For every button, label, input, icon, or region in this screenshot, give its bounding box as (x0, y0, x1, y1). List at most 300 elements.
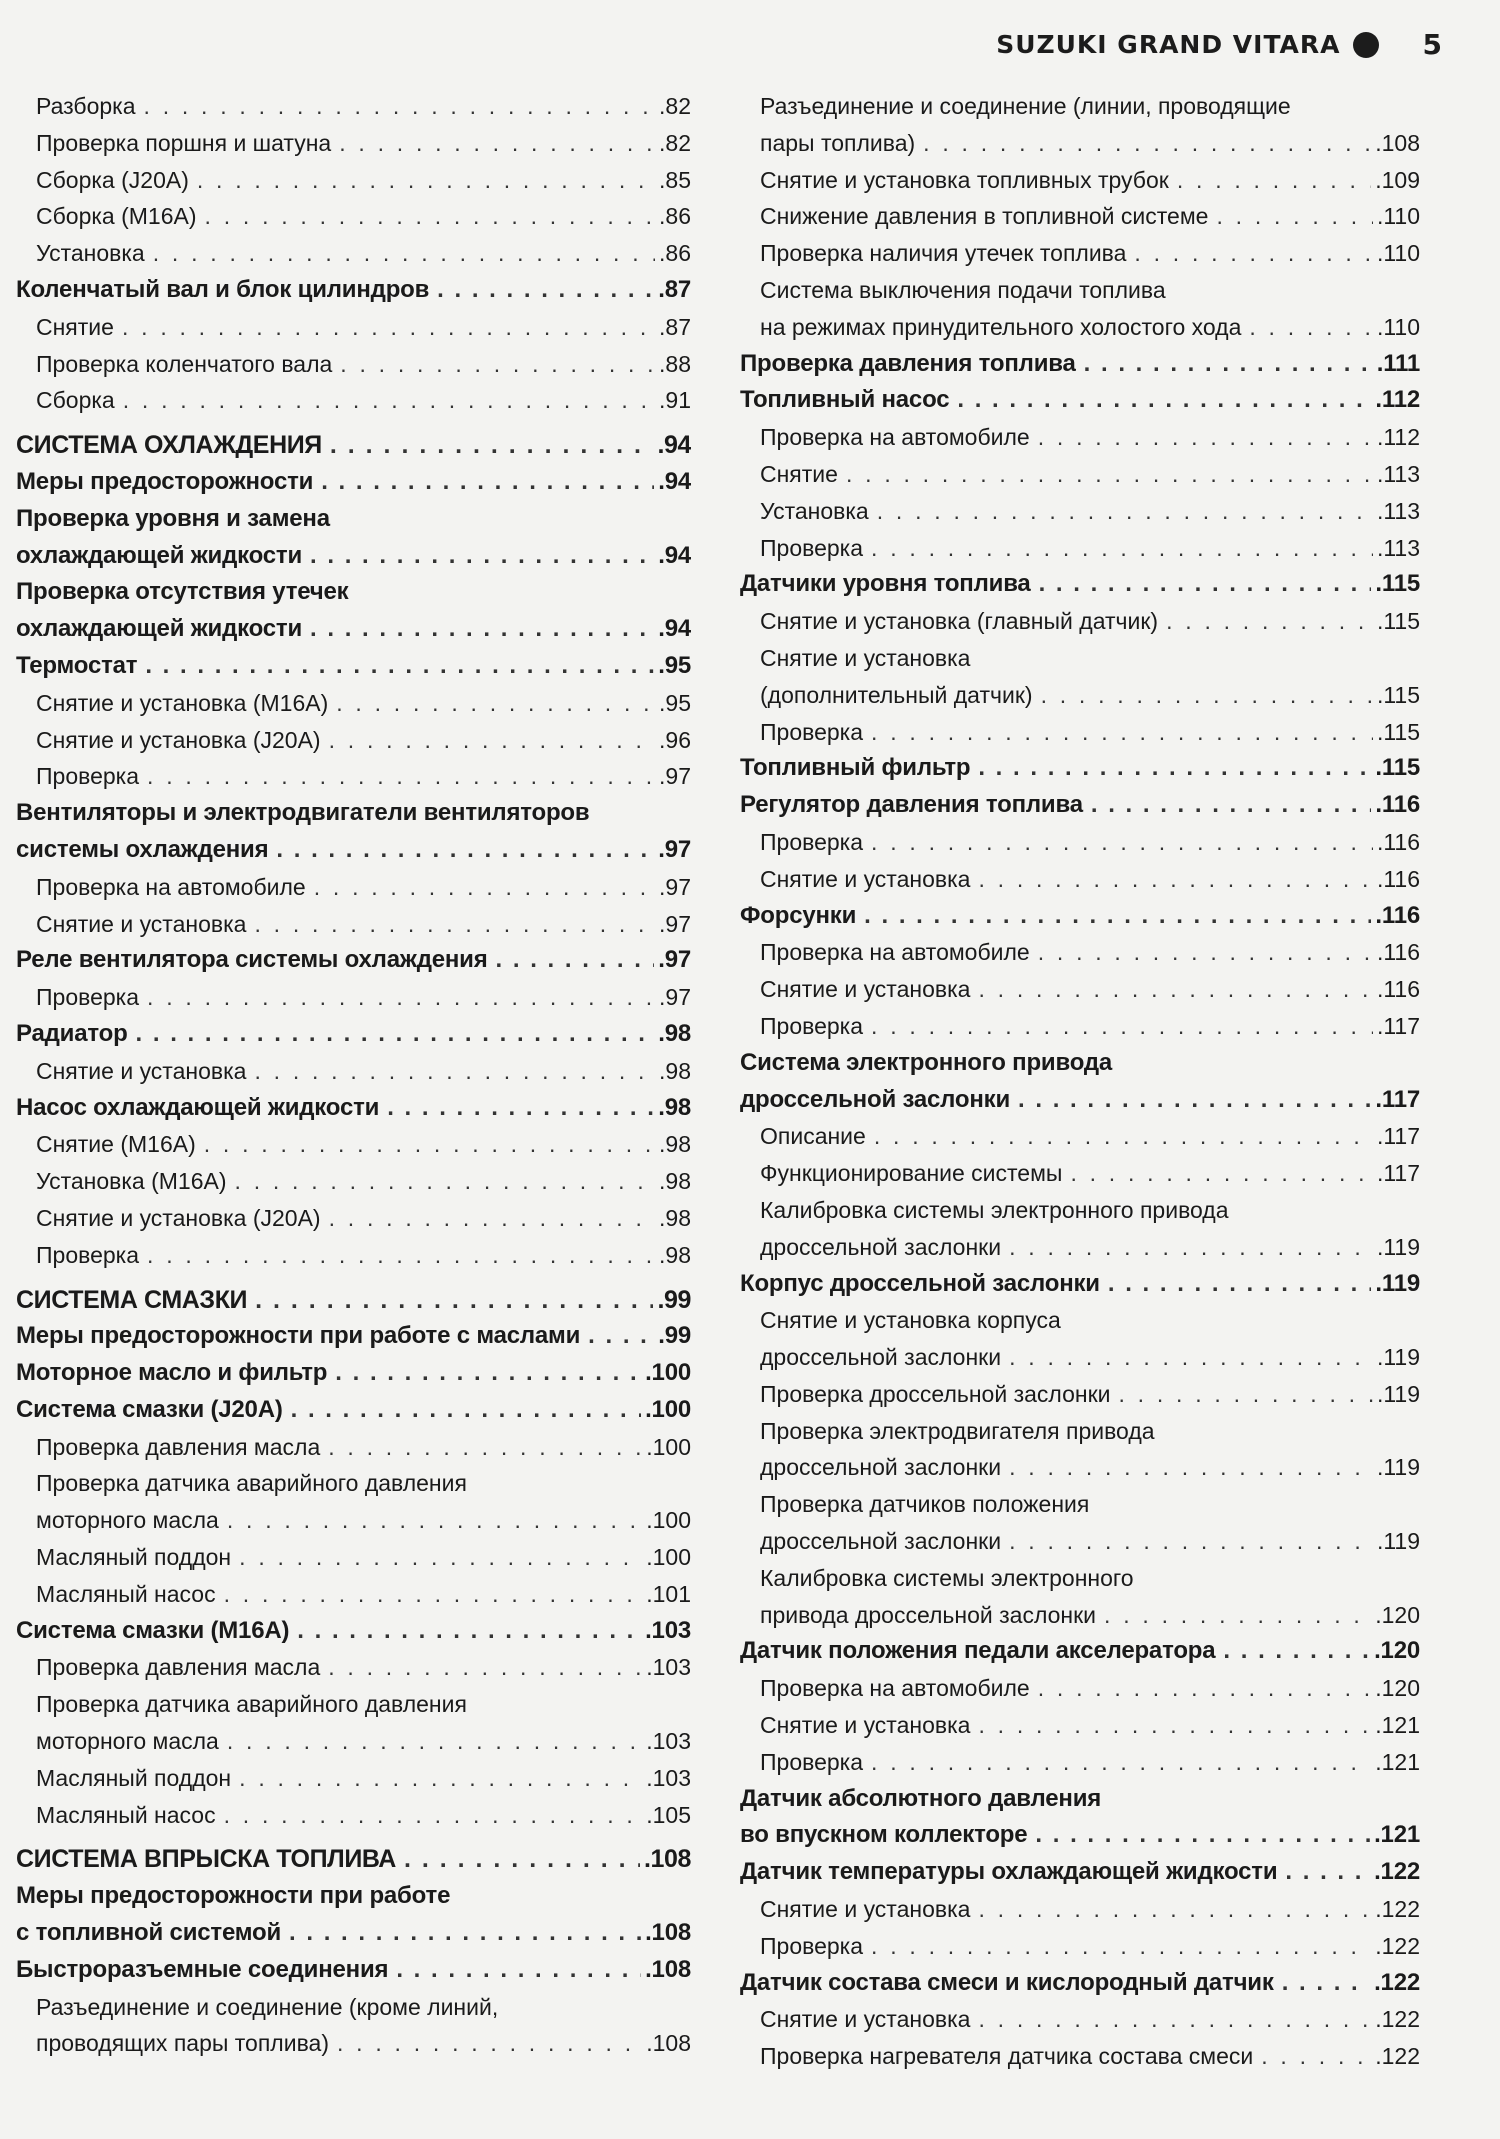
toc-entry (16, 758, 691, 795)
toc-entry-title: охлаждающей жидкости (16, 615, 303, 643)
dot-leader (1166, 603, 1373, 640)
toc-entry-page: .98 (659, 1057, 691, 1084)
toc-entry-page: .119 (1375, 1269, 1420, 1297)
toc-entry (740, 1670, 1420, 1707)
toc-entry-title: Насос охлаждающей жидкости (16, 1093, 380, 1121)
toc-entry-page: .120 (1375, 1675, 1420, 1702)
toc-entry (16, 832, 691, 869)
toc-entry (740, 971, 1420, 1008)
toc-entry-title: СИСТЕМА ВПРЫСКА ТОПЛИВА (16, 1845, 396, 1874)
dot-leader (1104, 1597, 1371, 1634)
dot-leader (871, 1744, 1371, 1781)
toc-entry-title: Датчик положения педали акселератора (740, 1637, 1216, 1665)
toc-entry (740, 272, 1420, 309)
toc-entry-title: Установка (760, 497, 869, 524)
toc-entry (740, 1854, 1420, 1891)
toc-entry-page: .95 (658, 651, 691, 679)
toc-entry-page: .103 (646, 1654, 691, 1681)
toc-entry (16, 235, 691, 272)
toc-entry (16, 1878, 691, 1915)
toc-entry (16, 942, 691, 979)
toc-entry (740, 824, 1420, 861)
toc-entry-title: Проверка (760, 1012, 864, 1039)
dot-leader (1223, 1633, 1370, 1670)
toc-entry (16, 1576, 691, 1613)
toc-entry-page: .110 (1376, 203, 1420, 230)
toc-entry-title: Проверка давления масла (36, 1433, 321, 1460)
toc-entry-page: .122 (1375, 2043, 1420, 2070)
toc-entry-page: .108 (1375, 129, 1420, 156)
toc-entry-page: .116 (1376, 976, 1420, 1003)
toc-entry-title: Масляный поддон (36, 1764, 232, 1791)
toc-entry (740, 1266, 1420, 1303)
toc-entry-page: .96 (659, 726, 691, 753)
dot-leader (1038, 934, 1373, 971)
toc-entry (16, 198, 691, 235)
toc-entry (16, 685, 691, 722)
toc-entry-page: .110 (1376, 240, 1420, 267)
toc-entry-page: .116 (1376, 865, 1420, 892)
toc-left-column (16, 88, 691, 2062)
dot-leader (1119, 1376, 1373, 1413)
toc-entry (16, 979, 691, 1016)
dot-leader (330, 427, 654, 464)
toc-entry-title: Проверка поршня и шатуна (36, 129, 332, 156)
dot-leader (978, 971, 1372, 1008)
toc-entry-page: .117 (1376, 1160, 1420, 1187)
dot-leader (874, 1118, 1373, 1155)
toc-entry-title: охлаждающей жидкости (16, 541, 303, 569)
toc-entry-title: Меры предосторожности при работе с маслами (16, 1322, 581, 1350)
toc-entry (740, 2038, 1420, 2075)
toc-entry-page: .115 (1375, 570, 1420, 598)
toc-entry-page: .95 (659, 689, 691, 716)
toc-entry-title: Снятие (36, 313, 114, 340)
dot-leader (877, 493, 1373, 530)
toc-entry-page: .94 (658, 541, 691, 569)
toc-entry-title: (дополнительный датчик) (760, 681, 1033, 708)
toc-entry-page: .87 (658, 275, 691, 303)
toc-entry (16, 125, 691, 162)
dot-leader (846, 456, 1373, 493)
toc-entry-title: Калибровка системы электронного привода (760, 1196, 1229, 1223)
toc-entry (16, 1502, 691, 1539)
toc-entry (740, 787, 1420, 824)
toc-entry-page: .119 (1376, 1344, 1420, 1371)
toc-entry (16, 795, 691, 832)
toc-entry-title: Проверка нагревателя датчика состава смеси (760, 2043, 1254, 2070)
toc-entry-page: .120 (1374, 1637, 1420, 1665)
toc-entry (740, 1045, 1420, 1082)
toc-entry (740, 162, 1420, 199)
toc-entry-title: Проверка (760, 1932, 864, 1959)
toc-entry (16, 1090, 691, 1127)
toc-entry-page: .98 (659, 1131, 691, 1158)
toc-entry-title: Проверка давления масла (36, 1654, 321, 1681)
toc-entry-page: .94 (658, 615, 691, 643)
toc-entry-title: Масляный насос (36, 1801, 216, 1828)
toc-entry-page: .108 (643, 1845, 691, 1874)
dot-leader (339, 125, 655, 162)
toc-entry (16, 309, 691, 346)
dot-leader (227, 1723, 642, 1760)
toc-entry-title: Вентиляторы и электродвигатели вентиляторов (16, 799, 590, 827)
toc-entry-page: .97 (658, 835, 691, 863)
toc-entry-title: Проверка на автомобиле (760, 424, 1030, 451)
dot-leader (224, 1797, 643, 1834)
dot-leader (978, 2001, 1371, 2038)
toc-entry (16, 869, 691, 906)
toc-entry-page: .91 (659, 387, 691, 414)
toc-entry (740, 88, 1420, 125)
toc-entry (740, 1928, 1420, 1965)
toc-entry-title: Проверка (760, 1748, 864, 1775)
dot-leader (310, 538, 654, 575)
dot-leader (224, 1576, 643, 1613)
toc-entry-page: .87 (659, 313, 691, 340)
toc-entry-title: привода дроссельной заслонки (760, 1601, 1097, 1628)
dot-leader (871, 714, 1373, 751)
dot-leader (329, 722, 655, 759)
toc-entry-page: .108 (645, 1919, 691, 1947)
toc-entry (740, 2001, 1420, 2038)
toc-entry-page: .97 (659, 763, 691, 790)
toc-entry (740, 603, 1420, 640)
toc-entry-page: .109 (1375, 166, 1420, 193)
toc-entry-page: .100 (646, 1544, 691, 1571)
toc-entry-title: Система смазки (J20A) (16, 1395, 283, 1423)
dot-leader (1009, 1229, 1373, 1266)
dot-leader (276, 832, 654, 869)
toc-entry (740, 1302, 1420, 1339)
toc-entry-title: дроссельной заслонки (760, 1528, 1002, 1555)
toc-entry-title: Термостат (16, 651, 138, 679)
toc-entry-title: Проверка на автомобиле (760, 939, 1030, 966)
toc-entry (16, 1237, 691, 1274)
toc-entry-title: Масляный насос (36, 1580, 216, 1607)
toc-entry-title: Снятие и установка (760, 1712, 971, 1739)
toc-entry-title: Моторное масло и фильтр (16, 1359, 328, 1387)
toc-entry-title: Калибровка системы электронного (760, 1564, 1134, 1591)
toc-entry (16, 1723, 691, 1760)
dot-leader (291, 1392, 641, 1429)
toc-entry-title: Датчик абсолютного давления (740, 1784, 1102, 1812)
toc-entry (16, 1200, 691, 1237)
toc-entry (16, 1429, 691, 1466)
toc-entry (16, 464, 691, 501)
toc-right-column (740, 88, 1420, 2075)
toc-entry (16, 1355, 691, 1392)
toc-entry-title: Проверка электродвигателя привода (760, 1417, 1155, 1444)
toc-entry-title: Снятие и установка (J20A) (36, 726, 321, 753)
toc-entry-page: .97 (659, 984, 691, 1011)
toc-entry-page: .119 (1376, 1454, 1420, 1481)
toc-entry-title: Проверка дроссельной заслонки (760, 1380, 1111, 1407)
toc-entry-title: Быстроразъемные соединения (16, 1955, 389, 1983)
dot-leader (335, 1355, 641, 1392)
toc-entry-page: .108 (646, 2030, 691, 2057)
dot-leader (1282, 1965, 1370, 2002)
toc-entry-page: .116 (1375, 901, 1420, 929)
dot-leader (923, 125, 1371, 162)
toc-entry (16, 382, 691, 419)
toc-entry-title: Снятие и установка топливных трубок (760, 166, 1169, 193)
toc-entry-page: .121 (1374, 1821, 1420, 1849)
toc-entry-page: .122 (1374, 1858, 1420, 1886)
toc-entry-page: .99 (658, 1322, 691, 1350)
toc-entry-title: Проверка давления топлива (740, 349, 1076, 377)
dot-leader (239, 1760, 642, 1797)
dot-leader (387, 1090, 654, 1127)
toc-entry-page: .113 (1376, 460, 1420, 487)
toc-entry (16, 574, 691, 611)
toc-entry-page: .103 (645, 1616, 691, 1644)
toc-entry (740, 1118, 1420, 1155)
toc-entry-page: .110 (1376, 313, 1420, 340)
toc-entry (740, 1633, 1420, 1670)
dot-leader (978, 861, 1372, 898)
dot-leader (1091, 787, 1372, 824)
toc-entry-title: Проверка (760, 718, 864, 745)
toc-entry-title: Меры предосторожности при работе (16, 1882, 451, 1910)
toc-entry-title: Проверка (36, 763, 140, 790)
toc-entry-page: .103 (646, 1764, 691, 1791)
toc-entry-page: .99 (657, 1285, 691, 1314)
header-bullet-icon (1353, 32, 1379, 58)
dot-leader (1084, 346, 1373, 383)
toc-entry-page: .116 (1376, 939, 1420, 966)
dot-leader (1041, 677, 1373, 714)
toc-entry-page: .94 (657, 431, 691, 460)
book-title: SUZUKI GRAND VITARA (996, 30, 1341, 59)
toc-entry (740, 1192, 1420, 1229)
dot-leader (136, 1016, 655, 1053)
toc-entry (740, 714, 1420, 751)
toc-entry-title: Сборка (36, 387, 115, 414)
toc-entry-page: .98 (659, 1204, 691, 1231)
toc-entry-page: .115 (1375, 754, 1420, 782)
toc-entry (16, 1915, 691, 1952)
dot-leader (314, 869, 655, 906)
toc-entry-page: .117 (1376, 1012, 1420, 1039)
toc-entry-title: Система смазки (M16A) (16, 1616, 290, 1644)
toc-entry-title: Топливный фильтр (740, 754, 971, 782)
dot-leader (1039, 566, 1372, 603)
dot-leader (1035, 1817, 1370, 1854)
dot-leader (205, 198, 655, 235)
dot-leader (123, 382, 655, 419)
dot-leader (864, 898, 1371, 935)
dot-leader (1285, 1854, 1370, 1891)
toc-entry-page: .97 (659, 873, 691, 900)
dot-leader (437, 272, 654, 309)
toc-entry (16, 1989, 691, 2026)
dot-leader (321, 464, 654, 501)
toc-entry-page: .117 (1376, 1123, 1420, 1150)
dot-leader (255, 1282, 653, 1319)
toc-entry (16, 906, 691, 943)
toc-entry-title: Проверка отсутствия утечек (16, 578, 349, 606)
toc-entry-page: .119 (1376, 1380, 1420, 1407)
toc-entry (16, 1053, 691, 1090)
dot-leader (1070, 1155, 1373, 1192)
dot-leader (978, 1891, 1371, 1928)
toc-entry-page: .97 (658, 946, 691, 974)
toc-entry (740, 640, 1420, 677)
dot-leader (310, 611, 654, 648)
toc-entry-title: Снятие и установка (760, 865, 971, 892)
dot-leader (153, 235, 655, 272)
toc-entry-title: пары топлива) (760, 129, 916, 156)
dot-leader (289, 1915, 641, 1952)
toc-entry-page: .116 (1375, 791, 1420, 819)
dot-leader (1134, 235, 1373, 272)
toc-entry (740, 1008, 1420, 1045)
toc-entry-page: .108 (645, 1955, 691, 1983)
toc-entry-title: Снятие и установка (M16A) (36, 689, 329, 716)
toc-entry-title: Система выключения подачи топлива (760, 276, 1166, 303)
toc-entry-title: Проверка (36, 984, 140, 1011)
dot-leader (871, 824, 1373, 861)
toc-entry-title: дроссельной заслонки (760, 1454, 1002, 1481)
toc-entry-page: .121 (1375, 1712, 1420, 1739)
toc-entry-title: системы охлаждения (16, 835, 269, 863)
toc-entry-title: Снятие и установка (760, 976, 971, 1003)
toc-entry-title: на режимах принудительного холостого хода (760, 313, 1242, 340)
toc-entry (16, 1392, 691, 1429)
toc-entry (16, 272, 691, 309)
dot-leader (871, 1008, 1373, 1045)
dot-leader (239, 1539, 642, 1576)
dot-leader (1216, 198, 1372, 235)
dot-leader (235, 1163, 656, 1200)
toc-entry-page: .101 (646, 1580, 691, 1607)
toc-entry-title: Форсунки (740, 901, 857, 929)
toc-entry (740, 1229, 1420, 1266)
toc-entry-page: .122 (1374, 1968, 1420, 1996)
toc-entry-page: .117 (1375, 1085, 1420, 1113)
toc-entry-title: Снятие и установка (760, 2006, 971, 2033)
dot-leader (145, 648, 654, 685)
toc-entry-title: Регулятор давления топлива (740, 791, 1083, 819)
toc-entry (16, 1760, 691, 1797)
toc-entry (16, 2025, 691, 2062)
toc-entry (740, 1376, 1420, 1413)
toc-entry-page: .116 (1376, 828, 1420, 855)
dot-leader (588, 1318, 654, 1355)
dot-leader (978, 750, 1371, 787)
toc-entry (16, 1163, 691, 1200)
toc-entry (740, 346, 1420, 383)
toc-entry-title: проводящих пары топлива) (36, 2030, 329, 2057)
page-number: 5 (1422, 28, 1442, 61)
dot-leader (254, 1053, 655, 1090)
toc-entry-title: Масляный поддон (36, 1544, 232, 1571)
toc-entry-page: .100 (646, 1433, 691, 1460)
toc-entry-title: Датчик состава смеси и кислородный датчик (740, 1968, 1274, 1996)
toc-entry (740, 1339, 1420, 1376)
toc-entry-title: дроссельной заслонки (740, 1085, 1011, 1113)
dot-leader (204, 1126, 655, 1163)
dot-leader (254, 906, 655, 943)
toc-entry-title: с топливной системой (16, 1919, 282, 1947)
dot-leader (496, 942, 655, 979)
toc-entry (740, 125, 1420, 162)
toc-entry (16, 1686, 691, 1723)
toc-entry-title: Разъединение и соединение (линии, проводящие (760, 93, 1291, 119)
toc-entry (16, 162, 691, 199)
toc-entry-title: дроссельной заслонки (760, 1233, 1002, 1260)
dot-leader (1009, 1523, 1373, 1560)
dot-leader (147, 979, 655, 1016)
toc-entry (16, 611, 691, 648)
toc-entry-page: .85 (659, 166, 691, 193)
toc-entry (740, 1082, 1420, 1119)
toc-entry-page: .86 (659, 240, 691, 267)
toc-entry (16, 1841, 691, 1878)
toc-entry-title: Система электронного привода (740, 1048, 1113, 1076)
toc-entry-title: Снятие и установка (760, 644, 971, 671)
toc-entry-page: .105 (646, 1801, 691, 1828)
toc-entry-title: Меры предосторожности (16, 467, 314, 495)
dot-leader (337, 2025, 642, 2062)
toc-entry (16, 722, 691, 759)
toc-entry-title: Проверка датчика аварийного давления (36, 1470, 467, 1497)
toc-entry (16, 427, 691, 464)
toc-entry (740, 198, 1420, 235)
running-header (996, 28, 1442, 61)
toc-entry (740, 750, 1420, 787)
toc-entry-page: .119 (1376, 1528, 1420, 1555)
toc-entry (16, 1952, 691, 1989)
toc-entry-page: .112 (1375, 386, 1420, 414)
toc-entry (740, 309, 1420, 346)
toc-entry (740, 566, 1420, 603)
toc-entry-title: Сборка (J20A) (36, 166, 189, 193)
toc-entry-title: Установка (36, 240, 145, 267)
toc-entry (740, 1486, 1420, 1523)
toc-entry-title: Снятие (M16A) (36, 1131, 196, 1158)
toc-entry-title: Проверка наличия утечек топлива (760, 240, 1127, 267)
toc-entry-title: дроссельной заслонки (760, 1344, 1002, 1371)
toc-entry-title: Проверка на автомобиле (36, 873, 306, 900)
toc-entry (16, 1126, 691, 1163)
dot-leader (1249, 309, 1373, 346)
toc-entry-page: .98 (659, 1168, 691, 1195)
toc-entry-page: .86 (659, 203, 691, 230)
dot-leader (147, 1237, 655, 1274)
toc-entry-title: моторного масла (36, 1507, 219, 1534)
toc-entry (740, 1155, 1420, 1192)
toc-entry (16, 538, 691, 575)
toc-entry (16, 1318, 691, 1355)
dot-leader (227, 1502, 642, 1539)
dot-leader (404, 1841, 640, 1878)
toc-entry (740, 419, 1420, 456)
toc-entry-title: Проверка (760, 534, 864, 561)
toc-entry-page: .98 (658, 1019, 691, 1047)
toc-entry-page: .115 (1376, 608, 1420, 635)
toc-entry (16, 1539, 691, 1576)
toc-entry (16, 1016, 691, 1053)
toc-entry-page: .97 (659, 910, 691, 937)
toc-entry (740, 456, 1420, 493)
toc-entry-page: .98 (658, 1093, 691, 1121)
toc-entry-title: Датчик температуры охлаждающей жидкости (740, 1858, 1278, 1886)
toc-entry-page: .88 (659, 350, 691, 377)
toc-entry-page: .100 (645, 1359, 691, 1387)
toc-entry-title: Корпус дроссельной заслонки (740, 1269, 1100, 1297)
